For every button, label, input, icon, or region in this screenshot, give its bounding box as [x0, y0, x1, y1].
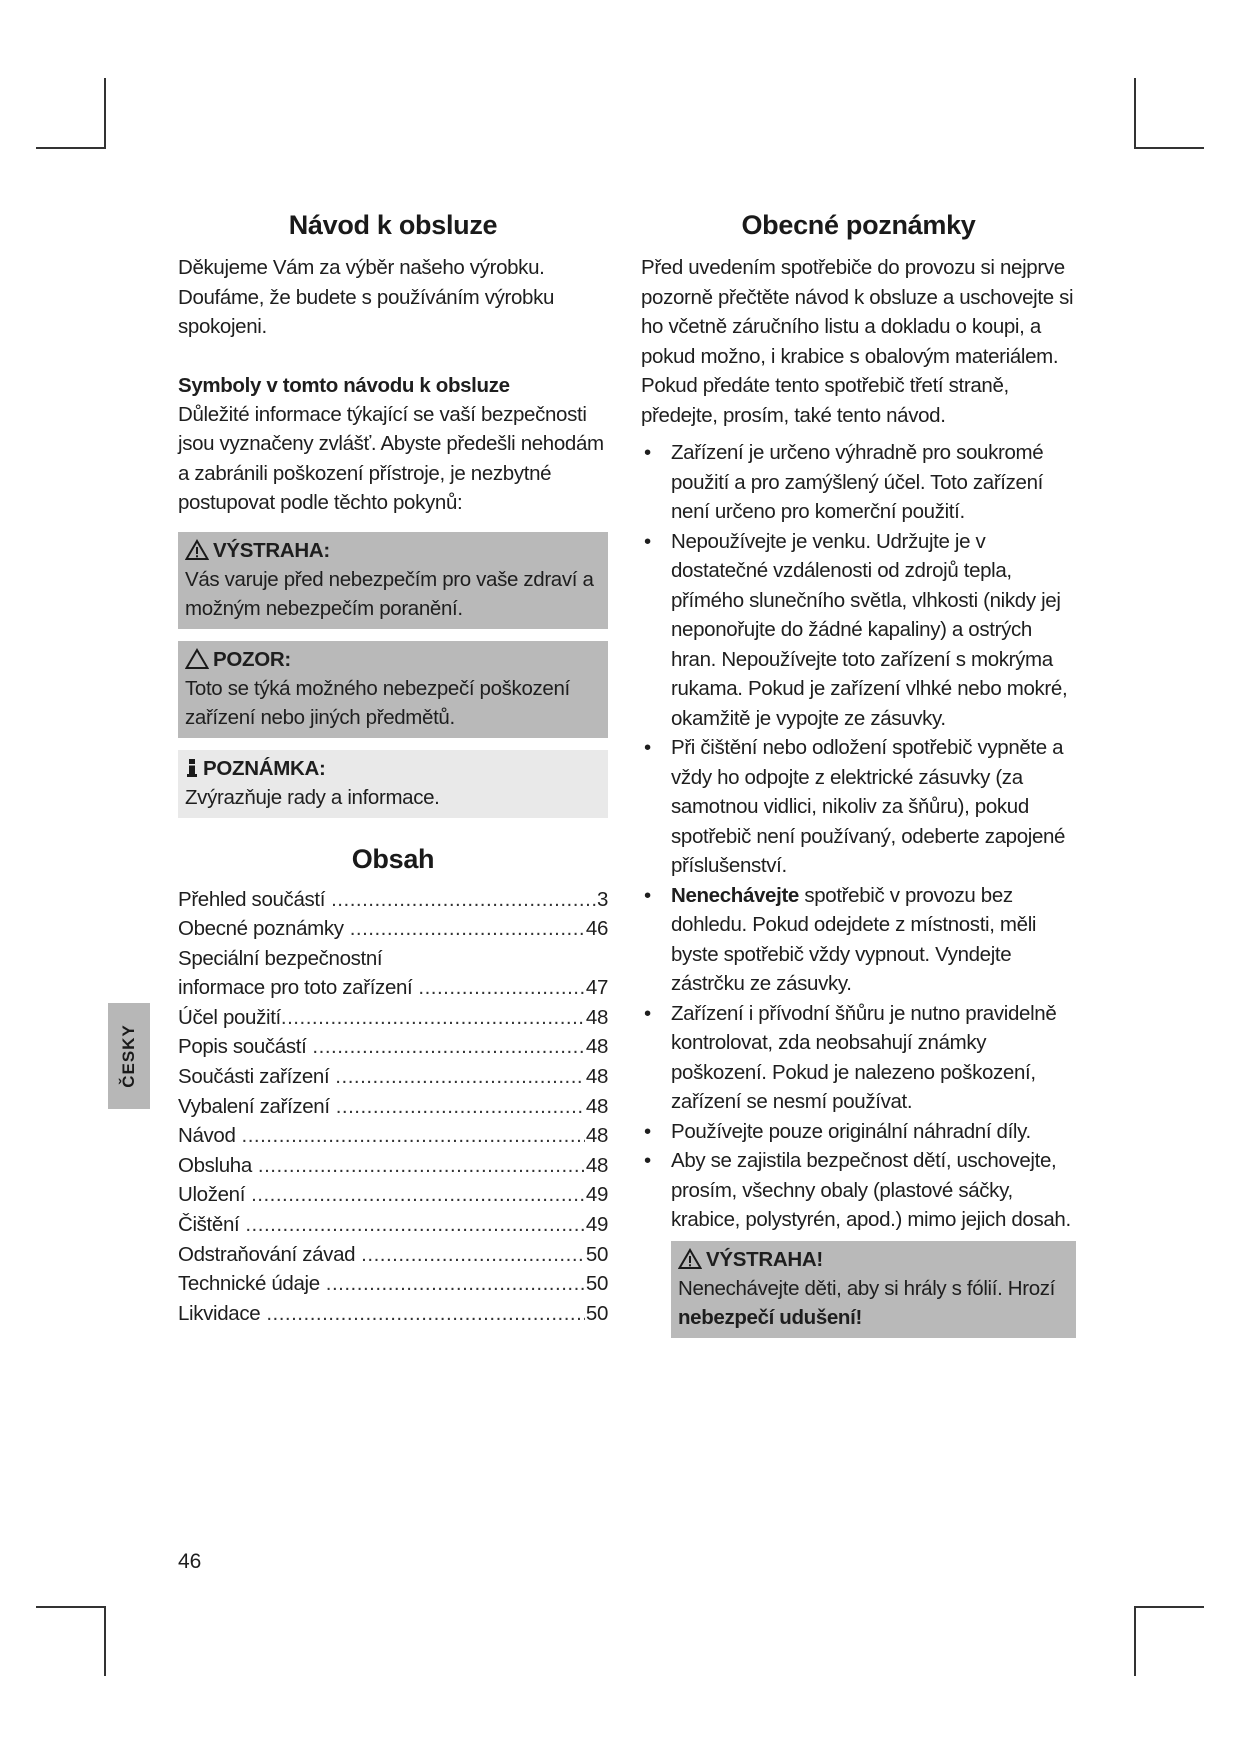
list-item: • Zařízení i přívodní šňůru je nutno pravidelně kontrolovat, zda neobsahují známky poškození. Pokud je nalezeno poškození, zařízení se nesmí používat.: [641, 999, 1076, 1117]
toc-page: 48: [585, 1153, 608, 1177]
toc-page: 48: [585, 1094, 608, 1118]
warning-text: Nenechávejte děti, aby si hrály s fólií. Hrozí nebezpečí udušení!: [678, 1276, 1055, 1329]
toc-label: Účel použití: [178, 1005, 281, 1029]
toc-leader: [350, 914, 585, 944]
toc-page: 3: [596, 887, 608, 911]
list-item: • Aby se zajistila bezpečnost dětí, uschovejte, prosím, všechny obaly (plastové sáčky, krabice, polystyrén, apod.) mimo jejich dosah.: [641, 1146, 1076, 1235]
toc-label: Likvidace: [178, 1301, 261, 1325]
toc-page: 48: [585, 1005, 608, 1029]
toc-leader: [312, 1032, 584, 1062]
toc-item[interactable]: [178, 1003, 608, 1033]
crop-mark: [1134, 147, 1204, 149]
crop-mark: [104, 78, 106, 148]
toc-item[interactable]: [178, 1240, 608, 1270]
symbols-heading: Symboly v tomto návodu k obsluze: [178, 373, 510, 397]
right-column: [641, 210, 1076, 1350]
list-item: • Nepoužívejte je venku. Udržujte je v dostatečné vzdálenosti od zdrojů tepla, přímého slunečního světla, vlhkosti (nikdy jej neponořujte do žádné kapaliny) a ostrých hran. Nepoužívejte toto zařízení s mokrýma rukama. Pokud je zařízení vlhké nebo mokré, okamžitě je vypojte ze zásuvky.: [641, 527, 1076, 734]
caution-text: Toto se týká možného nebezpečí poškození zařízení nebo jiných předmětů.: [185, 676, 570, 729]
list-item: • Používejte pouze originální náhradní díly.: [641, 1117, 1076, 1147]
note-box: [178, 750, 608, 818]
toc-leader: [258, 1151, 585, 1181]
caution-triangle-icon: [185, 648, 209, 670]
bold-emphasis: Nenechávejte: [671, 883, 799, 907]
toc-label: informace pro toto zařízení: [178, 976, 413, 1000]
bullet-icon: •: [644, 529, 651, 553]
toc-item[interactable]: [178, 1210, 608, 1240]
toc-label-line1: Speciální bezpečnostní: [178, 946, 383, 970]
general-notes-title: Obecné poznámky: [741, 210, 976, 240]
toc-page: 46: [585, 917, 608, 941]
toc-page: 48: [585, 1065, 608, 1089]
toc-leader: [245, 1210, 585, 1240]
toc-item[interactable]: [178, 885, 608, 915]
toc-label: Popis součástí: [178, 1035, 307, 1059]
caution-label: POZOR:: [213, 647, 291, 671]
toc-item[interactable]: [178, 1062, 608, 1092]
toc-item[interactable]: [178, 1269, 608, 1299]
intro-text: Děkujeme Vám za výběr našeho výrobku. Doufáme, že budete s používáním výrobku spokojeni.: [178, 256, 555, 338]
left-column: [178, 210, 608, 1328]
warning-triangle-icon: [678, 1248, 702, 1270]
toc-leader: [418, 973, 585, 1003]
toc-label: Vybalení zařízení: [178, 1094, 330, 1118]
toc-label: Součásti zařízení: [178, 1065, 330, 1089]
toc-label: Odstraňování závad: [178, 1242, 356, 1266]
toc-label: Obsluha: [178, 1153, 252, 1177]
toc-page: 49: [585, 1183, 608, 1207]
manual-title: Návod k obsluze: [288, 210, 498, 240]
page-number: 46: [178, 1550, 202, 1573]
toc-item[interactable]: [178, 1032, 608, 1062]
bullet-icon: •: [644, 736, 651, 759]
info-icon: [185, 757, 199, 779]
toc-leader: [331, 885, 596, 915]
toc-page: 48: [585, 1124, 608, 1148]
warning-text: Vás varuje před nebezpečím pro vaše zdraví a možným nebezpečím poranění.: [185, 567, 594, 620]
list-item: • Zařízení je určeno výhradně pro soukromé použití a pro zamýšlený účel. Toto zařízení není určeno pro komerční použití.: [641, 438, 1076, 527]
toc-title: Obsah: [351, 843, 435, 874]
toc-label: Technické údaje: [178, 1272, 320, 1296]
warning-label: VÝSTRAHA:: [213, 538, 330, 562]
language-tab-label: ČESKY: [119, 1024, 139, 1088]
toc-page: 48: [585, 1035, 608, 1059]
toc-leader: [251, 1180, 585, 1210]
toc-label: Uložení: [178, 1183, 246, 1207]
bullet-icon: •: [644, 1119, 651, 1143]
safety-list: [641, 438, 1076, 1235]
toc-leader: [326, 1269, 585, 1299]
general-notes-intro: Před uvedením spotřebiče do provozu si nejprve pozorně přečtěte návod k obsluze a uschovejte si ho včetně záručního listu a dokladu o koupi, a pokud možno, i krabice s obalovým materiálem. Pokud předáte tento spotřebič třetí straně, předejte, prosím, také tento návod.: [641, 256, 1074, 427]
warning-label: VÝSTRAHA!: [706, 1247, 823, 1271]
warning-emphasis: nebezpečí udušení!: [678, 1305, 862, 1329]
bullet-icon: •: [644, 883, 651, 907]
toc-label: Návod: [178, 1124, 236, 1148]
caution-box: [178, 641, 608, 738]
bullet-icon: •: [644, 441, 651, 464]
toc-item[interactable]: [178, 914, 608, 944]
table-of-contents: [178, 885, 608, 1329]
toc-leader: [361, 1240, 585, 1270]
toc-leader: [335, 1062, 585, 1092]
list-item: • Nenechávejte spotřebič v provozu bez dohledu. Pokud odejdete z místnosti, měli byste spotřebič vždy vypnout. Vyndejte zástrčku ze zásuvky.: [641, 881, 1076, 999]
toc-page: 47: [585, 976, 608, 1000]
symbols-text: Důležité informace týkající se vaší bezpečnosti jsou vyznačeny zvlášť. Abyste předešli nehodám a zabránili poškození přístroje, je nezbytné postupovat podle těchto pokynů:: [178, 402, 604, 514]
toc-item[interactable]: [178, 944, 608, 1003]
toc-leader: [336, 1092, 585, 1122]
toc-label: Obecné poznámky: [178, 917, 344, 941]
crop-mark: [1134, 1606, 1136, 1676]
toc-page: 50: [585, 1272, 608, 1296]
warning-box: [178, 532, 608, 629]
crop-mark: [1134, 1606, 1204, 1608]
toc-item[interactable]: [178, 1092, 608, 1122]
bullet-icon: •: [644, 1001, 651, 1025]
toc-page: 50: [585, 1301, 608, 1325]
toc-item[interactable]: [178, 1299, 608, 1329]
toc-page: 50: [585, 1242, 608, 1266]
crop-mark: [36, 1606, 106, 1608]
language-tab: [108, 1003, 150, 1109]
crop-mark: [36, 147, 106, 149]
warning-triangle-icon: [185, 539, 209, 561]
toc-leader: [242, 1121, 585, 1151]
list-item: • Při čištění nebo odložení spotřebič vypněte a vždy ho odpojte z elektrické zásuvky (za samotnou vidlici, nikoliv za šňůru), pokud spotřebič není používaný, odeberte zapojené příslušenství.: [641, 733, 1076, 881]
toc-label: Čištění: [178, 1213, 240, 1237]
toc-label: Přehled součástí: [178, 887, 326, 911]
toc-leader: [281, 1003, 585, 1033]
note-text: Zvýrazňuje rady a informace.: [185, 785, 440, 809]
toc-item[interactable]: [178, 1121, 608, 1151]
toc-item[interactable]: [178, 1180, 608, 1210]
crop-mark: [104, 1606, 106, 1676]
toc-item[interactable]: [178, 1151, 608, 1181]
bullet-icon: •: [644, 1149, 651, 1172]
crop-mark: [1134, 78, 1136, 148]
note-label: POZNÁMKA:: [203, 756, 326, 780]
toc-page: 49: [585, 1213, 608, 1237]
child-warning-box: [671, 1241, 1076, 1338]
toc-leader: [266, 1299, 585, 1329]
